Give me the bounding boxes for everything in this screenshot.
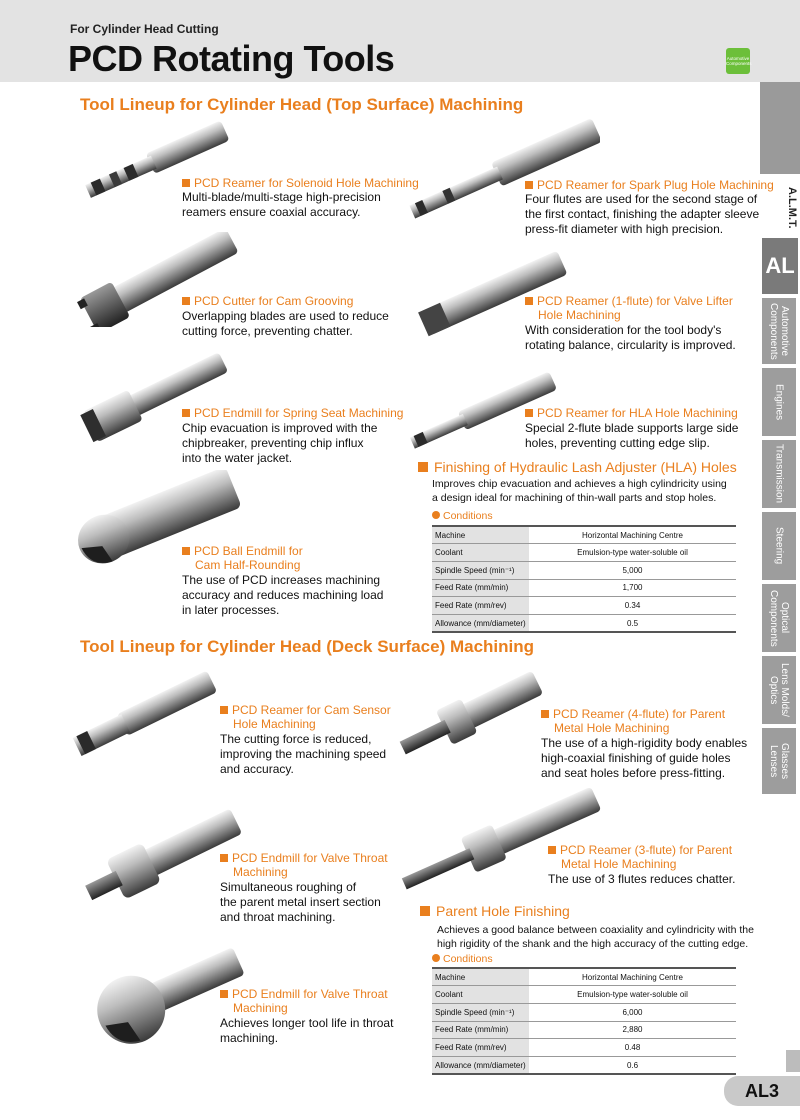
tab-transmission[interactable]: Transmission: [762, 440, 796, 508]
table-row: Coolant Emulsion-type water-soluble oil: [432, 544, 736, 562]
bullet-square-icon: [220, 706, 228, 714]
tool-title-cam-grooving: PCD Cutter for Cam Grooving: [182, 294, 353, 308]
table-row: Machine Horizontal Machining Centre: [432, 526, 736, 544]
section1-title: Tool Lineup for Cylinder Head (Top Surface) Machining: [80, 95, 524, 114]
table-row: Feed Rate (mm/rev) 0.34: [432, 597, 736, 615]
table-row: Coolant Emulsion-type water-soluble oil: [432, 986, 736, 1004]
tab-steering[interactable]: Steering: [762, 512, 796, 580]
tool-desc-valve-lifter: With consideration for the tool body's rotating balance, circularity is improved.: [525, 323, 736, 352]
section2-title: Tool Lineup for Cylinder Head (Deck Surface) Machining: [80, 637, 535, 656]
bullet-square-icon: [548, 846, 556, 854]
page-side-marker: [786, 1050, 800, 1072]
tool-desc-valve-throat-2: Achieves longer tool life in throat machining.: [220, 1016, 394, 1045]
tool-title-parent-4flute: PCD Reamer (4-flute) for Parent Metal Hole Machining: [541, 707, 725, 735]
tool-title-ball-endmill: PCD Ball Endmill for Cam Half-Rounding: [182, 544, 303, 572]
tool-desc-valve-throat: Simultaneous roughing of the parent metal insert section and throat machining.: [220, 880, 381, 924]
bullet-square-icon: [182, 179, 190, 187]
badge-line2: Components: [726, 61, 752, 66]
bullet-square-icon: [182, 297, 190, 305]
tool-title-valve-throat: PCD Endmill for Valve Throat Machining: [220, 851, 388, 879]
tool-desc-parent-3flute: The use of 3 flutes reduces chatter.: [548, 872, 736, 886]
table-row: Allowance (mm/diameter) 0.5: [432, 614, 736, 632]
page-title: PCD Rotating Tools: [68, 38, 395, 79]
al-tab[interactable]: AL: [762, 238, 798, 294]
tab-automotive-components[interactable]: Automotive Components: [762, 298, 796, 364]
table-row: Feed Rate (mm/rev) 0.48: [432, 1039, 736, 1057]
tool-title-parent-3flute: PCD Reamer (3-flute) for Parent Metal Hole Machining: [548, 843, 732, 871]
parent-metal-4flute-reamer-image: [396, 662, 546, 772]
tool-desc-cam-grooving: Overlapping blades are used to reduce cutting force, preventing chatter.: [182, 309, 389, 338]
side-strip: [760, 82, 800, 174]
bullet-dot-icon: [432, 511, 440, 519]
table-row: Spindle Speed (min⁻¹) 5,000: [432, 561, 736, 579]
almt-label: A.L.M.T.: [786, 187, 798, 229]
table-row: Allowance (mm/diameter) 0.6: [432, 1056, 736, 1074]
bullet-square-icon: [182, 409, 190, 417]
hla-conditions-table: [432, 525, 736, 633]
tool-desc-spark-plug: Four flutes are used for the second stage of the first contact, finishing the adapter sleeve press-fit diameter with high precision.: [525, 192, 760, 236]
hla-finishing-title: Finishing of Hydraulic Lash Adjuster (HLA) Holes: [418, 459, 737, 475]
tab-optical-components[interactable]: Optical Components: [762, 584, 796, 652]
bullet-square-icon: [418, 462, 428, 472]
tool-desc-cam-sensor: The cutting force is reduced, improving the machining speed and accuracy.: [220, 732, 387, 776]
bullet-square-icon: [220, 854, 228, 862]
tool-desc-ball-endmill: The use of PCD increases machining accuracy and reduces machining load in later processes.: [182, 573, 384, 617]
cam-sensor-reamer-image: [70, 660, 220, 770]
header-supertitle: For Cylinder Head Cutting: [70, 22, 219, 36]
bullet-square-icon: [541, 710, 549, 718]
table-row: Machine Horizontal Machining Centre: [432, 968, 736, 986]
tool-title-cam-sensor: PCD Reamer for Cam Sensor Hole Machining: [220, 703, 391, 731]
tool-desc-hla-reamer: Special 2-flute blade supports large side holes, preventing cutting edge slip.: [525, 421, 739, 450]
badge-line1: Automotive: [726, 56, 750, 61]
tool-title-hla-reamer: PCD Reamer for HLA Hole Machining: [525, 406, 738, 420]
hla-finishing-desc: Improves chip evacuation and achieves a high cylindricity using a design ideal for machining of thin-wall parts and stop holes.: [432, 478, 727, 504]
tab-engines[interactable]: Engines: [762, 368, 796, 436]
page-number: AL3: [724, 1076, 800, 1106]
tool-title-spark-plug: PCD Reamer for Spark Plug Hole Machining: [525, 178, 774, 192]
tool-title-solenoid: PCD Reamer for Solenoid Hole Machining: [182, 176, 419, 190]
tool-desc-spring-seat: Chip evacuation is improved with the chipbreaker, preventing chip influx into the water jacket.: [182, 421, 378, 465]
tool-desc-solenoid: Multi-blade/multi-stage high-precision reamers ensure coaxial accuracy.: [182, 190, 381, 219]
bullet-square-icon: [525, 409, 533, 417]
table-row: Feed Rate (mm/min) 1,700: [432, 579, 736, 597]
bullet-square-icon: [220, 990, 228, 998]
parent-conditions-label: Conditions: [432, 953, 493, 965]
table-row: Feed Rate (mm/min) 2,880: [432, 1021, 736, 1039]
parent-hole-title: Parent Hole Finishing: [420, 903, 570, 919]
bullet-square-icon: [525, 297, 533, 305]
tool-desc-parent-4flute: The use of a high-rigidity body enables high-coaxial finishing of guide holes and seat holes before press-fitting.: [541, 736, 748, 780]
tab-lens-molds-optics[interactable]: Lens Molds/ Optics: [762, 656, 796, 724]
bullet-square-icon: [525, 181, 533, 189]
bullet-dot-icon: [432, 954, 440, 962]
hla-conditions-label: Conditions: [432, 510, 493, 522]
tool-title-valve-throat-2: PCD Endmill for Valve Throat Machining: [220, 987, 388, 1015]
bullet-square-icon: [420, 906, 430, 916]
tool-title-spring-seat: PCD Endmill for Spring Seat Machining: [182, 406, 403, 420]
tool-title-valve-lifter: PCD Reamer (1-flute) for Valve Lifter Hole Machining: [525, 294, 733, 322]
parent-hole-desc: Achieves a good balance between coaxiality and cylindricity with the high rigidity of the shank and the high accuracy of the cutting edge.: [437, 924, 754, 950]
bullet-square-icon: [182, 547, 190, 555]
parent-conditions-table: [432, 967, 736, 1075]
table-row: Spindle Speed (min⁻¹) 6,000: [432, 1003, 736, 1021]
automotive-badge: [726, 48, 750, 74]
tab-glasses-lenses[interactable]: Glasses Lenses: [762, 728, 796, 794]
